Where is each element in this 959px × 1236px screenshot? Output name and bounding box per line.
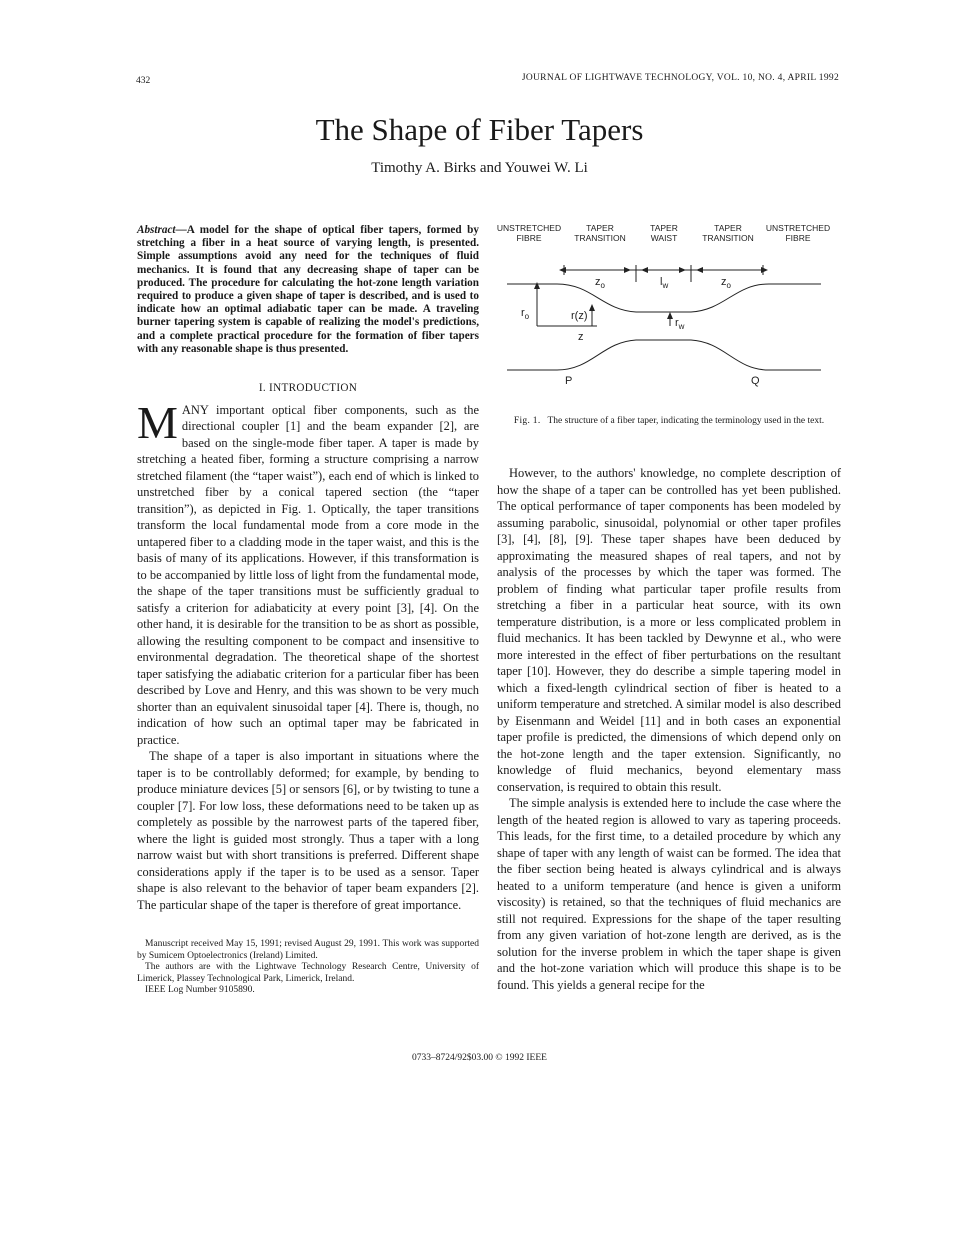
arrowhead-waist-left [624,267,631,273]
label-point-q: Q [751,375,760,387]
section-title: INTRODUCTION [269,382,358,395]
caption-text: The structure of a fiber taper, indicating the terminology used in the text. [547,416,825,426]
fibre-outline-bottom [507,340,821,370]
footnotes [137,939,479,997]
label-transition-right-1: TAPER [714,223,742,233]
label-waist-2: WAIST [650,233,678,243]
intro-paragraph-1 [137,396,479,749]
rw-arrowhead [667,312,673,319]
label-transition-left-1: TAPER [586,223,614,233]
paper-title: The Shape of Fiber Tapers [315,112,644,147]
label-transition-right-2: TRANSITION [702,233,754,243]
footnote-affiliation: The authors are with the Lightwave Technology Research Centre, University of Limerick, Plassey Technological Park, Limerick, Ireland. [137,962,479,984]
running-head: JOURNAL OF LIGHTWAVE TECHNOLOGY, VOL. 10, NO. 4, APRIL 1992 [521,73,839,83]
figure-caption [497,415,841,427]
label-lw: $l_w$ [660,276,669,290]
page-number: 432 [136,76,151,86]
abstract-text: —A model for the shape of optical fiber tapers, formed by stretching a fiber in a heat source of varying length, is presented. Simple assumptions avoid any need for the techniques of fluid mechanics. It is found that any decreasing shape of taper can be produced. The procedure for calculating the hot-zone length variation required to produce a given shape of taper is described, and is used to indicate how an optimal adiabatic taper can be made. A traveling burner tapering system is capable of realizing the model's predictions, and a complete practical procedure for the formation of fiber tapers with any reasonable shape is thus presented. [137,224,479,355]
label-z: z [578,331,584,343]
label-r0: $r_o$ [521,307,530,321]
footnote-manuscript: Manuscript received May 15, 1991; revised August 29, 1991. This work was supported by Sumicem Optoelectronics (Ireland) Limited. [137,939,479,961]
intro-paragraph-1-text: ANY important optical fiber components, such as the directional coupler [1] and the beam expander [2], are based on the single-mode fiber taper. A taper is made by stretching a heated fiber, forming a structure comprising a narrow stretched filament (the “taper waist”), each end of which is linked to unstretched fiber by a conical tapered section (the “taper transition”), as depicted in Fig. 1. Optically, the taper transitions transform the local fundamental mode from a core mode in the untapered fiber to a cladding mode in the taper waist, and this is the basis of many of its applications. However, if this transformation is to be accompanied by little loss of light from the fundamental mode, the shape of the taper transitions must be sufficiently gradual to satisfy a criterion for adiabaticity at every point [3], [4]. On the other hand, it is desirable for the transition to be as short as possible, allowing the resulting component to be compact and insensitive to environmental degradation. The theoretical shape of the shortest taper satisfying the adiabatic criterion for a particular fiber has been described by Love and Henry, and this was shown to be very much shorter than an equivalent sinusoidal taper [4]. There is, though, no indication of how such an optimal taper may be fabricated in practice. [137,402,479,747]
right-paragraph-2: The simple analysis is extended here to include the case where the length of the heated region is allowed to vary as tapering proceeds. This leads, for the first time, to a detailed procedure by which any shape of taper with any length of waist can be formed. The idea that the fiber section being heated is always cylindrical and is always heated to a uniform temperature (and hence is given a uniform viscosity) is retained, so that the techniques of fluid mechanics are still not required. Expressions for the shape of the taper resulting from any given variation of hot-zone length are derived, as is the solution for the inverse problem in which the taper shape is given and the hot-zone variation which will produce this shape is to be found. This yields a general recipe for the [497,796,841,992]
label-transition-left-2: TRANSITION [574,233,626,243]
label-rw: $r_w$ [675,317,685,331]
arrowhead-right [761,267,768,273]
label-unstretched-left-2: FIBRE [516,233,542,243]
arrowhead-left [559,267,566,273]
arrowhead-waist-right-inner [679,267,686,273]
figure-1 [497,222,841,387]
label-unstretched-left-1: UNSTRETCHED [497,223,562,233]
abstract-label: Abstract [137,224,176,236]
right-paragraph-1: However, to the authors' knowledge, no complete description of how the shape of a taper can be controlled has yet been published. The optical performance of taper components has been modeled by assuming parabolic, sinusoidal, polynomial or other taper profiles [3], [4], [8], [9]. These taper shapes have been deduced by approximating the measured shapes of real tapers, and not by analysis of the processes by which the taper was formed. The problem of finding what particular taper profile results from stretching a fiber in a particular heat source, with its own temperature distribution, is a more or less complicated problem in fluid mechanics. It has been tackled by Dewynne et al., who were more interested in the effect of fiber perturbations on the resultant taper [10]. However, they do describe a simple tapering model in which a fixed-length cylindrical section of fiber is heated to a uniform temperature and stretched. A similar model is also described by Eisenmann and Weidel [11] and in both cases an exponential taper profile is predicted, the dimensions of which depend only on the hot-zone length and the taper extension. Significantly, no knowledge of fluid mechanics, beyond elementary mass conservation, is required to obtain this result. [497,466,841,794]
section-number: I. [258,382,266,395]
label-z0-right: $z_o$ [721,276,731,290]
footnote-log-number: IEEE Log Number 9105890. [145,985,255,996]
section-heading [137,380,479,397]
rz-arrowhead [589,304,595,311]
label-rz: r(z) [571,310,588,322]
drop-cap: M [137,396,178,448]
abstract [137,224,479,356]
label-point-p: P [565,375,573,387]
r0-arrowhead [534,282,540,289]
copyright-line: 0733–8724/92$03.00 © 1992 IEEE [412,1053,547,1063]
authors: Timothy A. Birks and Youwei W. Li [371,160,588,176]
label-z0-left: $z_o$ [595,276,605,290]
right-column [497,465,841,993]
arrowhead-waist-left-inner [641,267,648,273]
label-unstretched-right-2: FIBRE [785,233,811,243]
taper-diagram [497,222,841,387]
caption-label: Fig. 1. [513,416,541,426]
label-waist-1: TAPER [650,223,678,233]
intro-paragraph-2: The shape of a taper is also important in situations where the taper is to be controllably deformed; for example, by bending to produce miniature devices [5] or sensors [6], or by twisting to tune a coupler [7]. For low loss, these deformations need to be taken up as completely as possible by the narrowest parts of the tapered fiber, where the light is guided most strongly. Thus a taper with a long narrow waist but with short transitions is preferred. Different shape considerations apply if the taper is to be used as a sensor. Taper shape is also relevant to the behavior of taper beam expanders [2]. The particular shape of the taper is therefore of great importance. [137,749,479,912]
arrowhead-waist-right [696,267,703,273]
left-column [137,224,479,997]
label-unstretched-right-1: UNSTRETCHED [765,223,831,233]
